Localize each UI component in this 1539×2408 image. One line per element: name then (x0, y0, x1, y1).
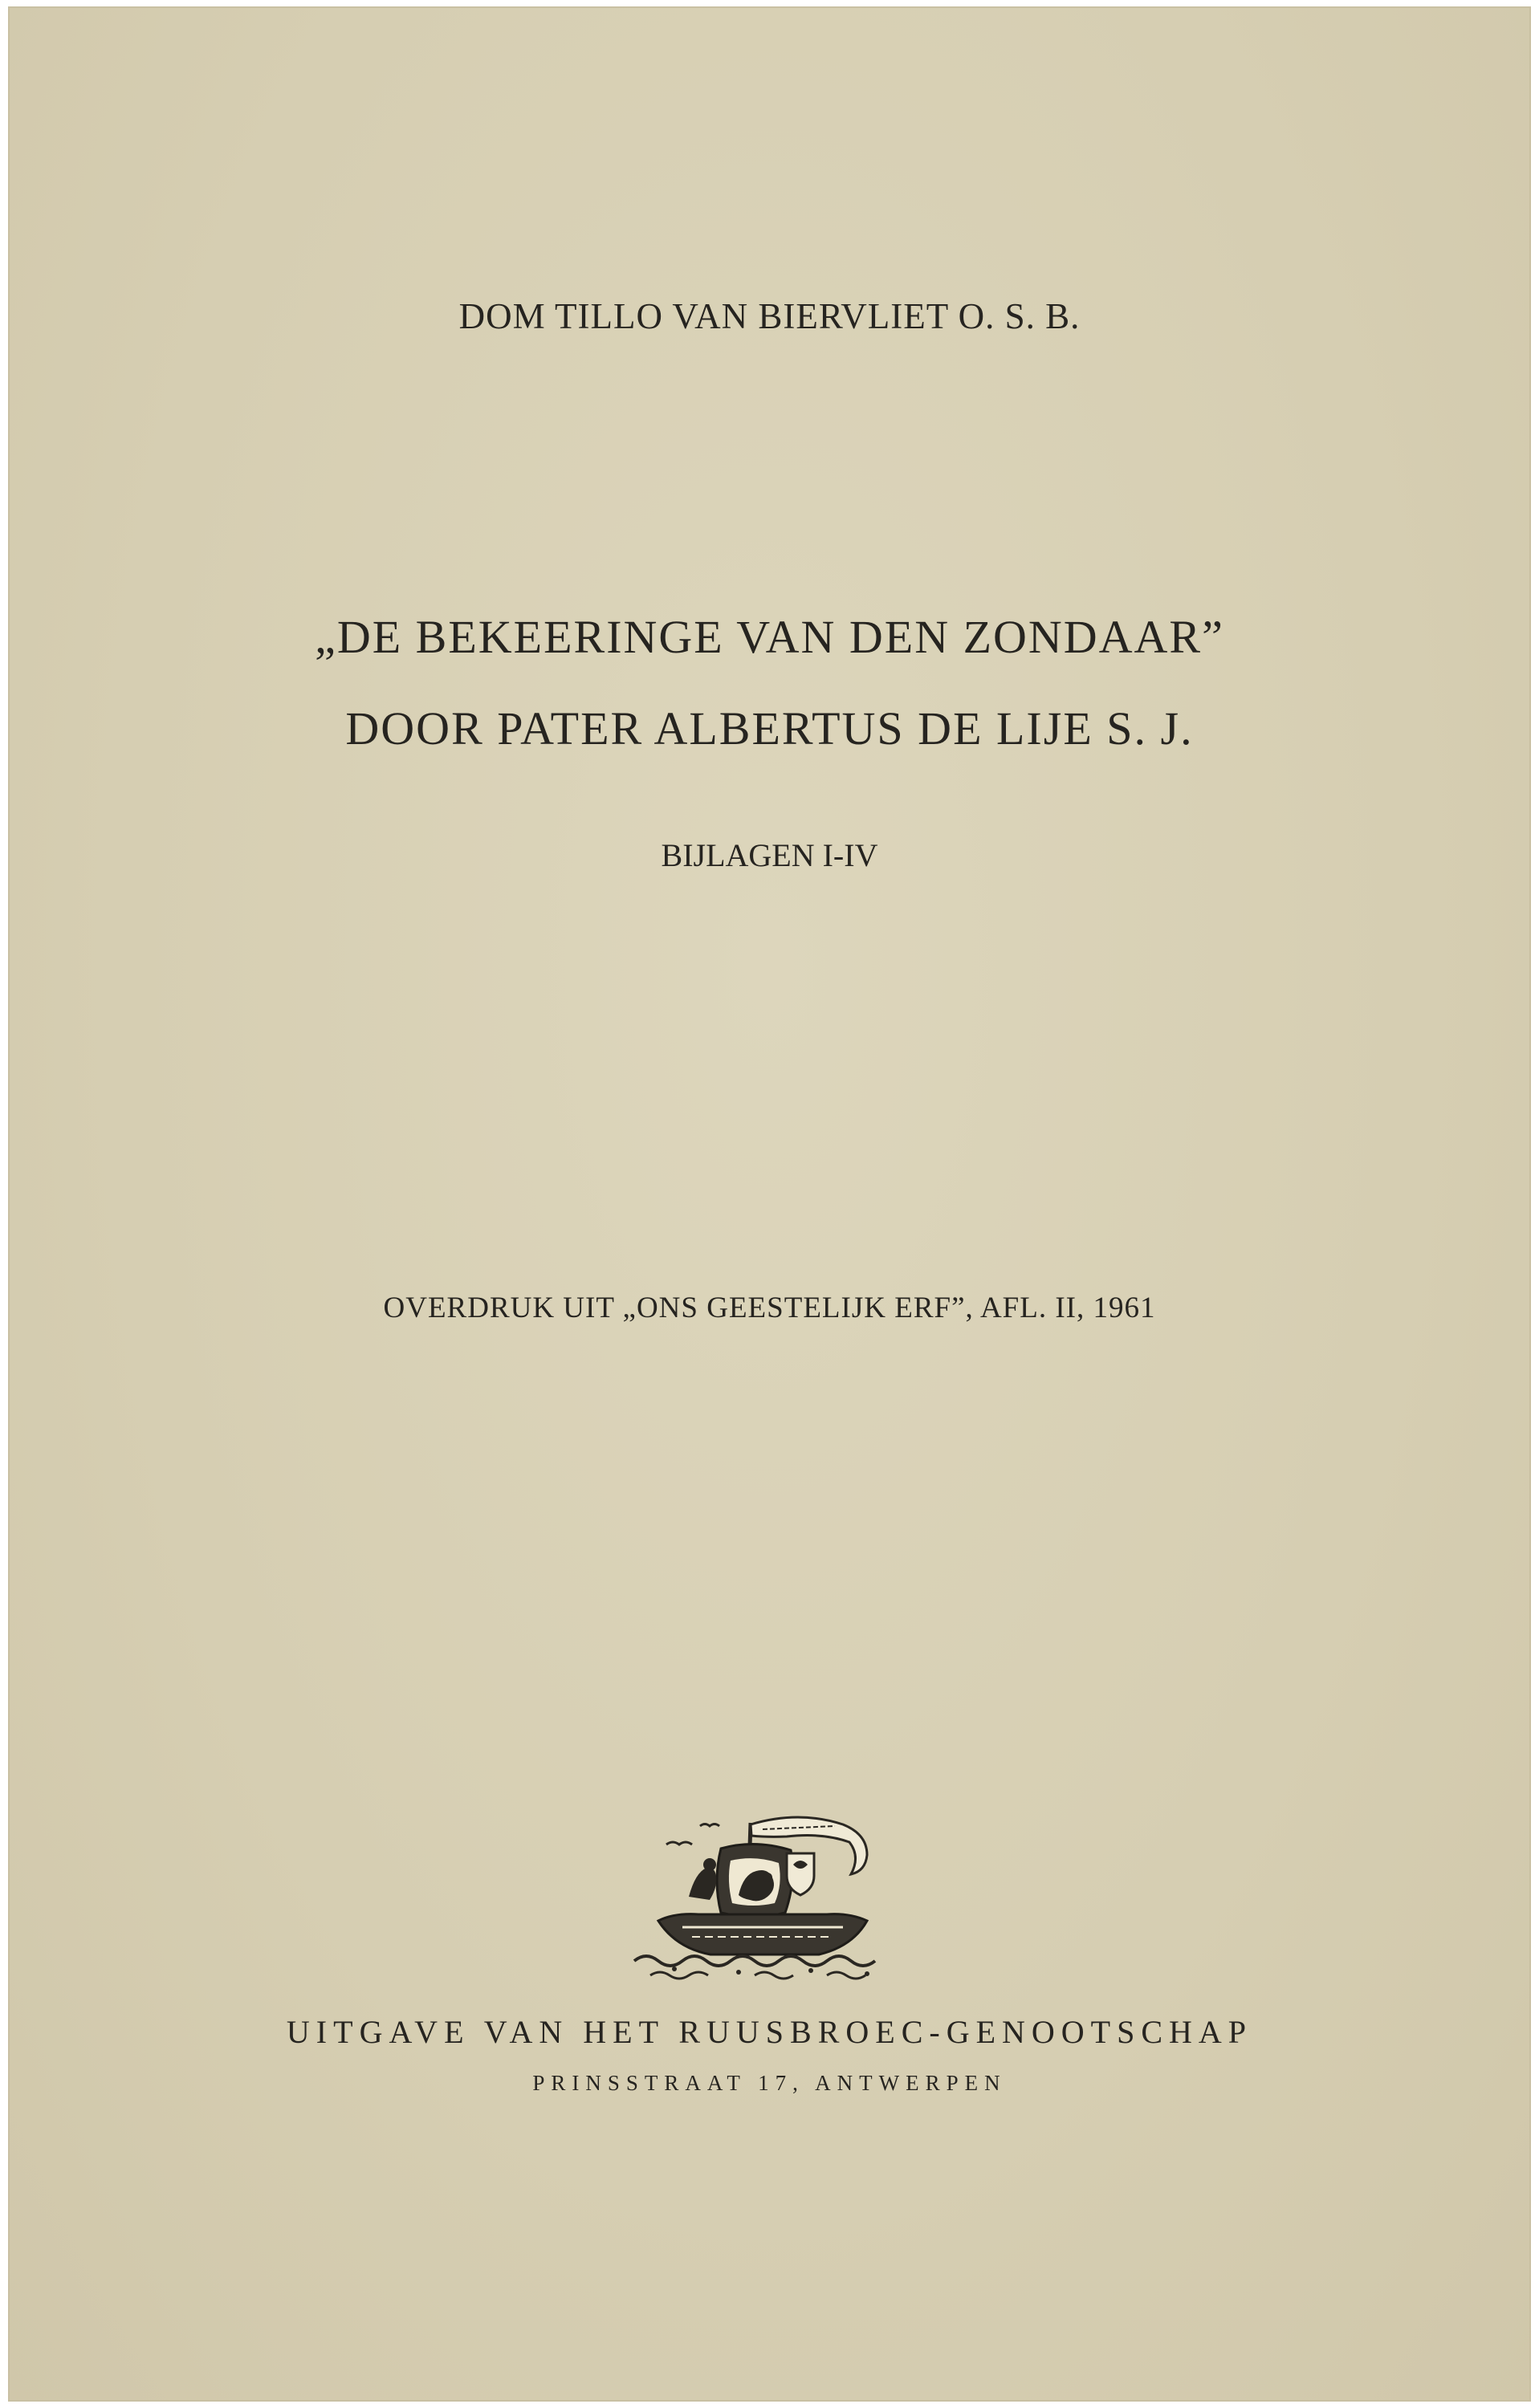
subtitle: BIJLAGEN I-IV (661, 837, 878, 873)
title-line-1: „DE BEKEERINGE VAN DEN ZONDAAR” (315, 611, 1224, 663)
author-name: DOM TILLO VAN BIERVLIET O. S. B. (458, 296, 1081, 336)
title-page (8, 6, 1531, 2402)
publisher-address: PRINSSTRAAT 17, ANTWERPEN (532, 2071, 1007, 2095)
offprint-note: OVERDRUK UIT „ONS GEESTELIJK ERF”, AFL. II, 1961 (383, 1291, 1156, 1324)
ship-emblem-icon (626, 1800, 899, 1985)
publisher-name: UITGAVE VAN HET RUUSBROEC-GENOOTSCHAP (286, 2014, 1253, 2050)
title-line-2: DOOR PATER ALBERTUS DE LIJE S. J. (345, 702, 1194, 755)
